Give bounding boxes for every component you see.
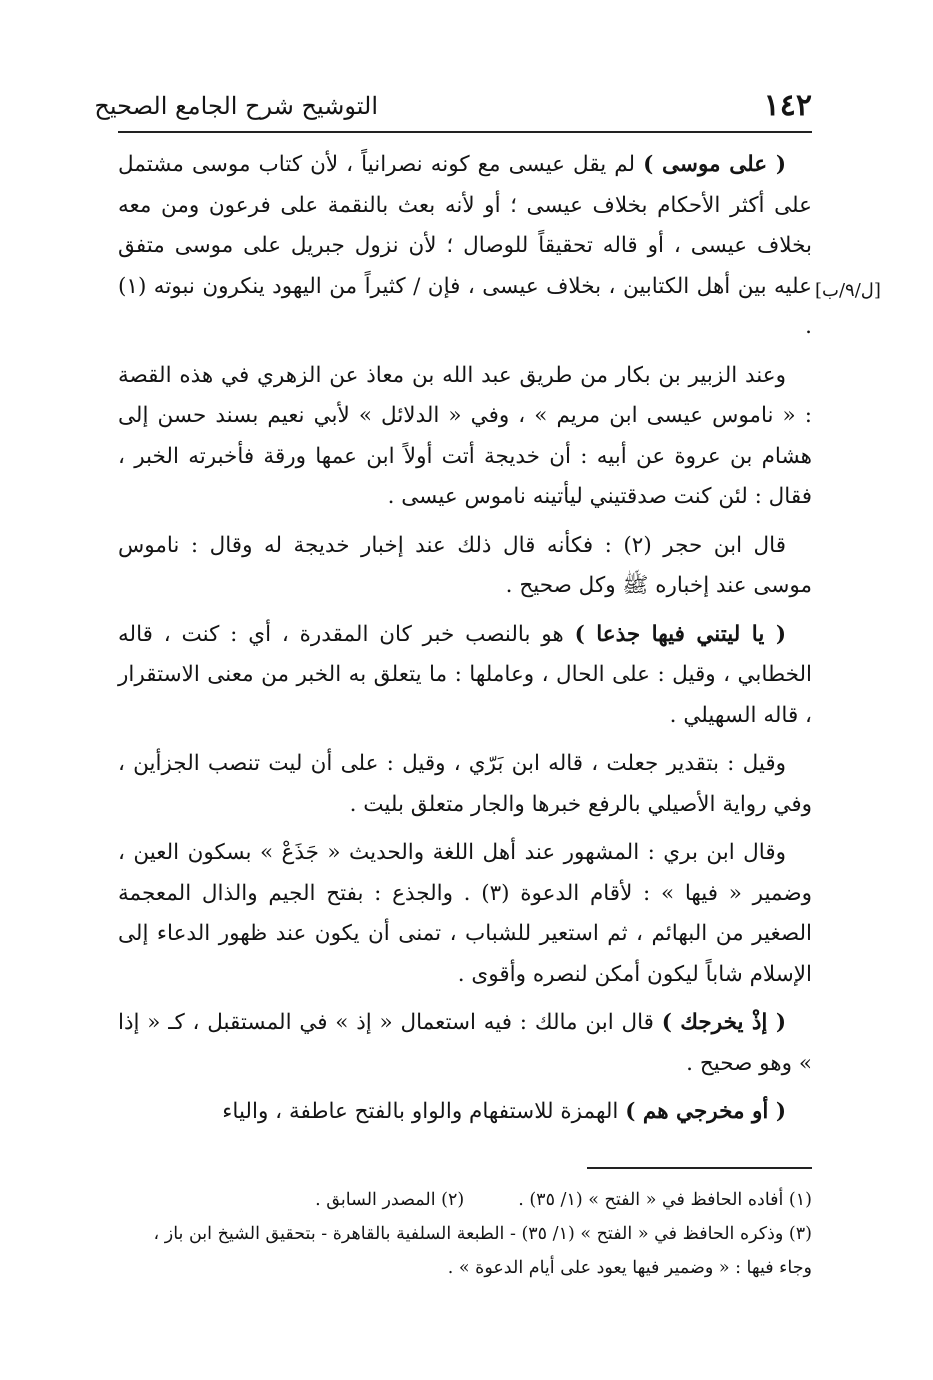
footnote-3: (٣) وذكره الحافظ في « الفتح » (١/ ٣٥) - الطبعة السلفية بالقاهرة - بتحقيق الشيخ ابن باز ، وجاء فيها : « وضمير فيها يعود على أيام الدعوة » . xyxy=(153,1224,812,1278)
footnote-1: (١) أفاده الحافظ في « الفتح » (١/ ٣٥) . xyxy=(518,1190,812,1210)
paragraph-ya-laytani xyxy=(118,615,812,737)
running-header-title: التوشيح شرح الجامع الصحيح xyxy=(94,92,378,120)
paragraph-text: وقيل : بتقدير جعلت ، قاله ابن بَرّي ، وقيل : على أن ليت تنصب الجزأين ، وفي رواية الأصيلي بالرفع خبرها والجار متعلق بليت . xyxy=(118,751,812,817)
paragraph-ibn-barri-2 xyxy=(118,833,812,995)
paragraph-idh-yukhrijuk xyxy=(118,1003,812,1084)
paragraph-text: قال ابن مالك : فيه استعمال « إذ » في المستقبل ، كـ « إذا » وهو صحيح . xyxy=(118,1010,812,1076)
paragraph-text: وقال ابن بري : المشهور عند أهل اللغة والحديث « جَذَعْ » بسكون العين ، وضمير « فيها » : لأقام الدعوة (٣) . والجذع : بفتح الجيم والذال المعجمة الصغير من البهائم ، ثم استعير للشباب ، تمنى أن يكون عند ظهور الدعاء إلى الإسلام شاباً ليكون أمكن لنصره وأقوى . xyxy=(118,840,812,987)
paragraph-ala-musa xyxy=(118,145,812,348)
lemma-heading: ( إذْ يخرجك ) xyxy=(661,1010,787,1035)
paragraph-aw-mukhrijiyya xyxy=(118,1092,812,1133)
paragraph-text: الهمزة للاستفهام والواو بالفتح عاطفة ، والياء xyxy=(222,1099,626,1124)
paragraph-text: وعند الزبير بن بكار من طريق عبد الله بن معاذ عن الزهري في هذه القصة : « ناموس عيسى ابن مريم » ، وفي « الدلائل » لأبي نعيم بسند حسن إلى هشام بن عروة عن أبيه : أن خديجة أتت أولاً ابن عمها ورقة فأخبرته الخبر ، فقال : لئن كنت صدقتيني ليأتينه ناموس عيسى . xyxy=(118,362,812,509)
footnote-separator xyxy=(587,1167,812,1169)
paragraph-text: لم يقل عيسى مع كونه نصرانياً ، لأن كتاب موسى مشتمل على أكثر الأحكام بخلاف عيسى ؛ أو لأنه بعث بالنقمة على فرعون ومن معه بخلاف عيسى ، أو قاله تحقيقاً للوصال ؛ لأن نزول جبريل على موسى متفق عليه بين أهل الكتابين ، بخلاف عيسى ، فإن / كثيراً من اليهود ينكرون نبوته (١) . xyxy=(118,152,812,339)
footnote-row xyxy=(118,1183,812,1217)
paragraph-ibn-barri-1 xyxy=(118,744,812,825)
page-number: ١٤٢ xyxy=(763,88,812,123)
paragraph-text: قال ابن حجر (٢) : فكأنه قال ذلك عند إخبار خديجة له وقال : ناموس موسى عند إخباره ﷺ وكل صحيح . xyxy=(118,532,812,598)
footnotes xyxy=(118,1183,812,1285)
main-text xyxy=(118,145,812,1141)
manuscript-folio-marker: [ل/٩/ب] xyxy=(815,280,881,301)
paragraph-ibn-hajar xyxy=(118,526,812,607)
paragraph-text: هو بالنصب خبر كان المقدرة ، أي : كنت ، قاله الخطابي ، وقيل : على الحال ، وعاملها : ما يتعلق به الخبر من معنى الاستقرار ، قاله السهيلي . xyxy=(118,621,812,728)
lemma-heading: ( يا ليتني فيها جذعا ) xyxy=(574,621,786,647)
lemma-heading: ( على موسى ) xyxy=(643,152,786,177)
header-rule xyxy=(118,131,812,133)
lemma-heading: ( أو مخرجي هم ) xyxy=(625,1099,786,1124)
footnote-2: (٢) المصدر السابق . xyxy=(315,1190,465,1210)
paragraph-zubayr-ibn-bakkar xyxy=(118,356,812,518)
